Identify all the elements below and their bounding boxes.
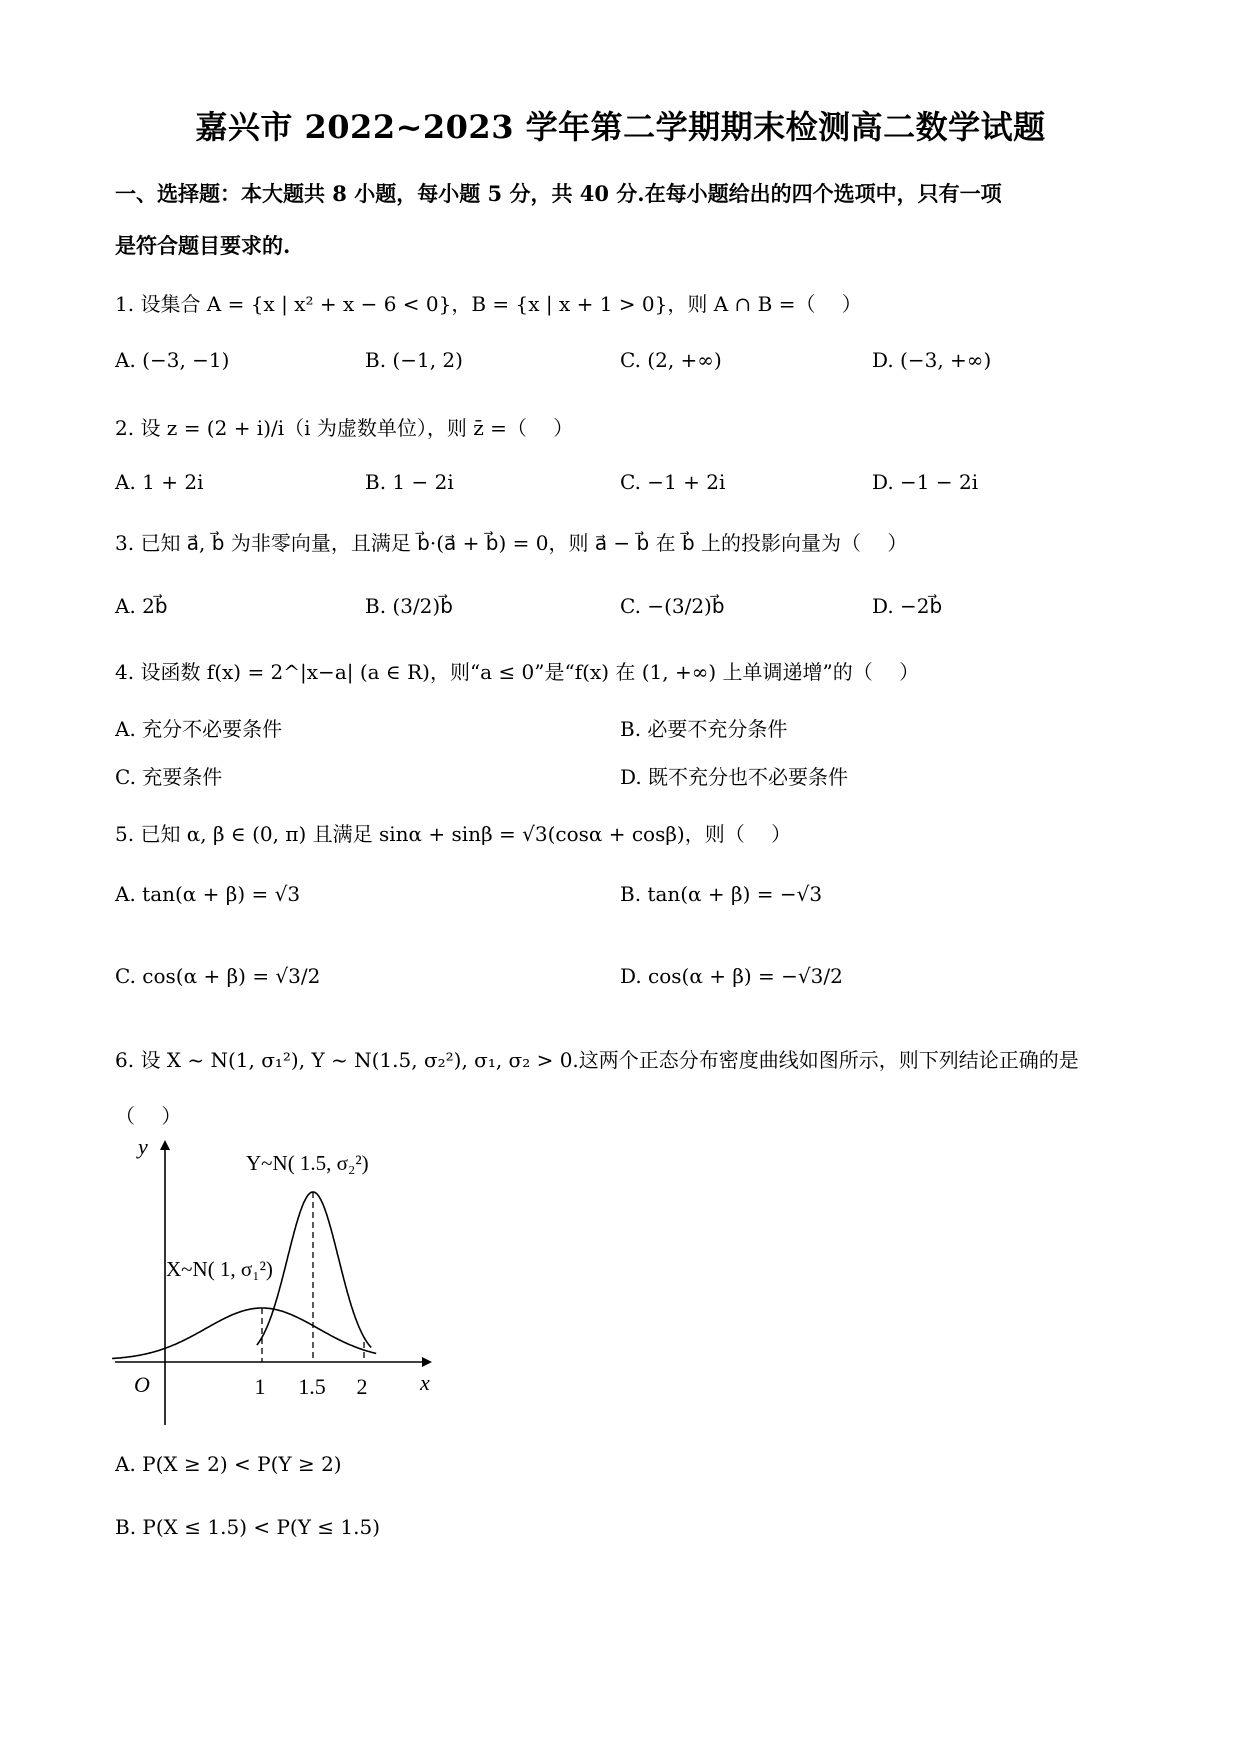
question-3-option-b: B. (3/2)b⃗ [365, 594, 453, 618]
section-header-line-1: 一、选择题：本大题共 8 小题，每小题 5 分，共 40 分.在每小题给出的四个选项中，只有一项 [115, 181, 1002, 206]
question-4-option-a: A. 充分不必要条件 [115, 717, 283, 741]
question-3-stem: 3. 已知 a⃗, b⃗ 为非零向量，且满足 b⃗·(a⃗ + b⃗) = 0，则 a⃗ − b⃗ 在 b⃗ 上的投影向量为（ ） [115, 531, 908, 555]
question-4-option-d: D. 既不充分也不必要条件 [620, 765, 849, 789]
curve-x-density [112, 1308, 376, 1359]
question-5-stem: 5. 已知 α, β ∈ (0, π) 且满足 sinα + sinβ = √3(cosα + cosβ)，则（ ） [115, 822, 792, 846]
section-header-line-2: 是符合题目要求的. [115, 233, 291, 258]
normal-distribution-figure [100, 1130, 460, 1430]
question-1-option-b: B. (−1, 2) [365, 348, 463, 372]
question-6-option-b: B. P(X ≤ 1.5) < P(Y ≤ 1.5) [115, 1515, 381, 1539]
question-4-option-b: B. 必要不充分条件 [620, 717, 788, 741]
question-1-stem: 1. 设集合 A = {x | x² + x − 6 < 0}，B = {x | x + 1 > 0}，则 A ∩ B =（ ） [115, 292, 862, 316]
origin-label: O [134, 1372, 150, 1397]
question-5-option-c: C. cos(α + β) = √3/2 [115, 964, 321, 988]
tick-label-1: 1 [254, 1374, 266, 1399]
curve-x-label: X~N( 1, σ₁²) [166, 1257, 273, 1281]
question-1-option-a: A. (−3, −1) [115, 348, 230, 372]
question-5-option-d: D. cos(α + β) = −√3/2 [620, 964, 843, 988]
x-axis-label: x [420, 1370, 430, 1395]
page-title: 嘉兴市 2022~2023 学年第二学期期末检测高二数学试题 [195, 108, 1046, 146]
question-2-option-d: D. −1 − 2i [872, 470, 979, 494]
curve-y-label: Y~N( 1.5, σ₂²) [246, 1151, 369, 1175]
question-4-stem: 4. 设函数 f(x) = 2^|x−a| (a ∈ R)，则“a ≤ 0”是“f(x) 在 (1, +∞) 上单调递增”的（ ） [115, 660, 920, 684]
question-6-stem-bracket: （ ） [115, 1104, 182, 1128]
question-2-option-b: B. 1 − 2i [365, 470, 454, 494]
question-6-stem: 6. 设 X ~ N(1, σ₁²), Y ~ N(1.5, σ₂²), σ₁, σ₂ > 0.这两个正态分布密度曲线如图所示，则下列结论正确的是 [115, 1048, 1079, 1072]
question-2-stem: 2. 设 z = (2 + i)/i（i 为虚数单位），则 z̄ =（ ） [115, 416, 574, 440]
question-3-option-a: A. 2b⃗ [115, 594, 168, 618]
question-4-option-c: C. 充要条件 [115, 765, 223, 789]
question-6-option-a: A. P(X ≥ 2) < P(Y ≥ 2) [115, 1452, 342, 1476]
curve-y-density [257, 1192, 371, 1348]
question-5-option-a: A. tan(α + β) = √3 [115, 882, 301, 906]
tick-label-2: 2 [356, 1374, 368, 1399]
question-5-option-b: B. tan(α + β) = −√3 [620, 882, 823, 906]
y-axis-label: y [138, 1134, 148, 1159]
question-2-option-a: A. 1 + 2i [115, 470, 204, 494]
tick-label-1-5: 1.5 [298, 1374, 326, 1399]
question-3-option-d: D. −2b⃗ [872, 594, 943, 618]
question-3-option-c: C. −(3/2)b⃗ [620, 594, 725, 618]
question-1-option-d: D. (−3, +∞) [872, 348, 992, 372]
question-1-option-c: C. (2, +∞) [620, 348, 722, 372]
question-2-option-c: C. −1 + 2i [620, 470, 726, 494]
